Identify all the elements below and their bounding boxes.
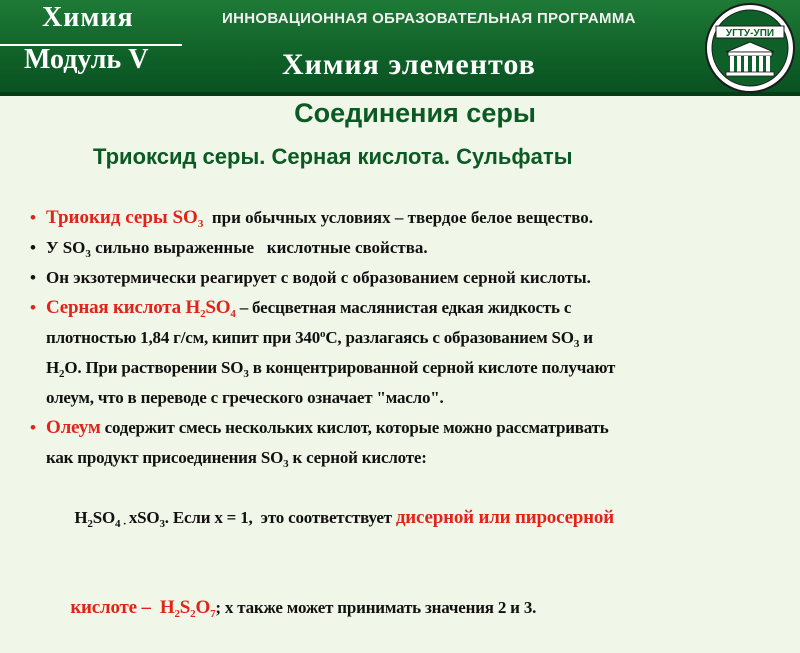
item-text: при обычных условиях – твердое белое вещество. (203, 208, 594, 227)
item-text: плотностью 1,84 г/см, кипит при 340 (46, 328, 321, 347)
item-line (46, 353, 770, 383)
dot-operator: · (120, 518, 129, 530)
subscript: 2 (59, 368, 65, 380)
subscript: 7 (210, 608, 216, 620)
item-line (46, 443, 770, 473)
header-divider (0, 92, 800, 96)
item-text: сильно выраженные кислотные свойства. (90, 238, 428, 257)
formula-part: O (195, 597, 211, 618)
slide-subtitle: Триоксид серы. Серная кислота. Сульфаты (93, 144, 573, 169)
item-line (46, 293, 770, 323)
item-line (46, 323, 770, 353)
label-text: Триокид серы SO (46, 207, 198, 228)
subscript: 3 (243, 368, 249, 380)
university-logo (704, 2, 796, 94)
formula-part: H (155, 597, 175, 618)
item-text: как продукт присоединения SO (46, 448, 284, 467)
module-label: Модуль V (24, 44, 149, 75)
item-text: содержит смесь нескольких кислот, которые можно рассматривать (100, 418, 609, 437)
list-item (30, 233, 770, 263)
bullet-icon: • (30, 208, 36, 227)
item-text: и (579, 328, 593, 347)
item-text: SO (92, 508, 115, 527)
subscript: 4 (230, 308, 236, 320)
item-line (46, 413, 770, 443)
item-label (46, 207, 203, 228)
formula-text (155, 597, 215, 618)
item-text: ; x также может принимать значения 2 и 3. (215, 598, 537, 617)
item-text: xSO (128, 508, 160, 527)
list-item (30, 413, 770, 653)
subscript: 4 (114, 518, 121, 530)
item-text: O. При растворении SO (64, 358, 244, 377)
item-text: в концентрированной серной кислоте получают (248, 358, 616, 377)
slide-title: Соединения серы (294, 98, 536, 128)
item-label: Олеум (46, 417, 101, 438)
subscript: 3 (159, 518, 165, 530)
subscript: 2 (200, 308, 206, 320)
subscript: 3 (283, 458, 289, 470)
item-text: к серной кислоте: (288, 448, 427, 467)
list-item (30, 293, 770, 413)
superscript: o (320, 328, 326, 340)
label-text: Серная кислота H (46, 297, 201, 318)
item-text: . Если x = 1, это соответствует (164, 508, 396, 527)
subscript: 2 (174, 608, 180, 620)
bullet-icon: • (30, 418, 36, 437)
course-name: Химия (42, 2, 134, 33)
highlight-text: дисерной или пиросерной (395, 507, 614, 528)
item-text: С, разлагаясь с образованием SO (325, 328, 574, 347)
bullet-icon: • (30, 268, 36, 287)
list-item (30, 203, 770, 233)
program-title: ИННОВАЦИОННАЯ ОБРАЗОВАТЕЛЬНАЯ ПРОГРАММА (222, 10, 636, 27)
item-text: – бесцветная маслянистая едкая жидкость с (235, 298, 572, 317)
subscript: 2 (190, 608, 196, 620)
subject-title: Химия элементов (282, 48, 536, 81)
label-text: SO (205, 297, 231, 318)
item-text: У SO (46, 238, 86, 257)
list-item (30, 263, 770, 293)
item-line (46, 383, 770, 413)
bullet-icon: • (30, 298, 36, 317)
content-list (30, 203, 770, 653)
subscript: 3 (85, 248, 91, 260)
subscript: 3 (573, 338, 580, 350)
subscript: 2 (87, 518, 93, 530)
bullet-icon: • (30, 238, 36, 257)
item-text: олеум, что в переводе с греческого означает "масло". (46, 388, 444, 407)
item-line (46, 473, 770, 563)
subscript: 3 (197, 218, 204, 230)
item-text: H (70, 508, 88, 527)
item-text: Он экзотермически реагирует с водой с образованием серной кислоты. (46, 268, 591, 287)
formula-part: S (179, 597, 191, 618)
highlight-text: кислоте – (70, 597, 156, 618)
logo-text: УГТУ-УПИ (725, 28, 775, 39)
item-text: H (46, 358, 60, 377)
item-line (46, 563, 770, 653)
item-label (46, 297, 236, 318)
